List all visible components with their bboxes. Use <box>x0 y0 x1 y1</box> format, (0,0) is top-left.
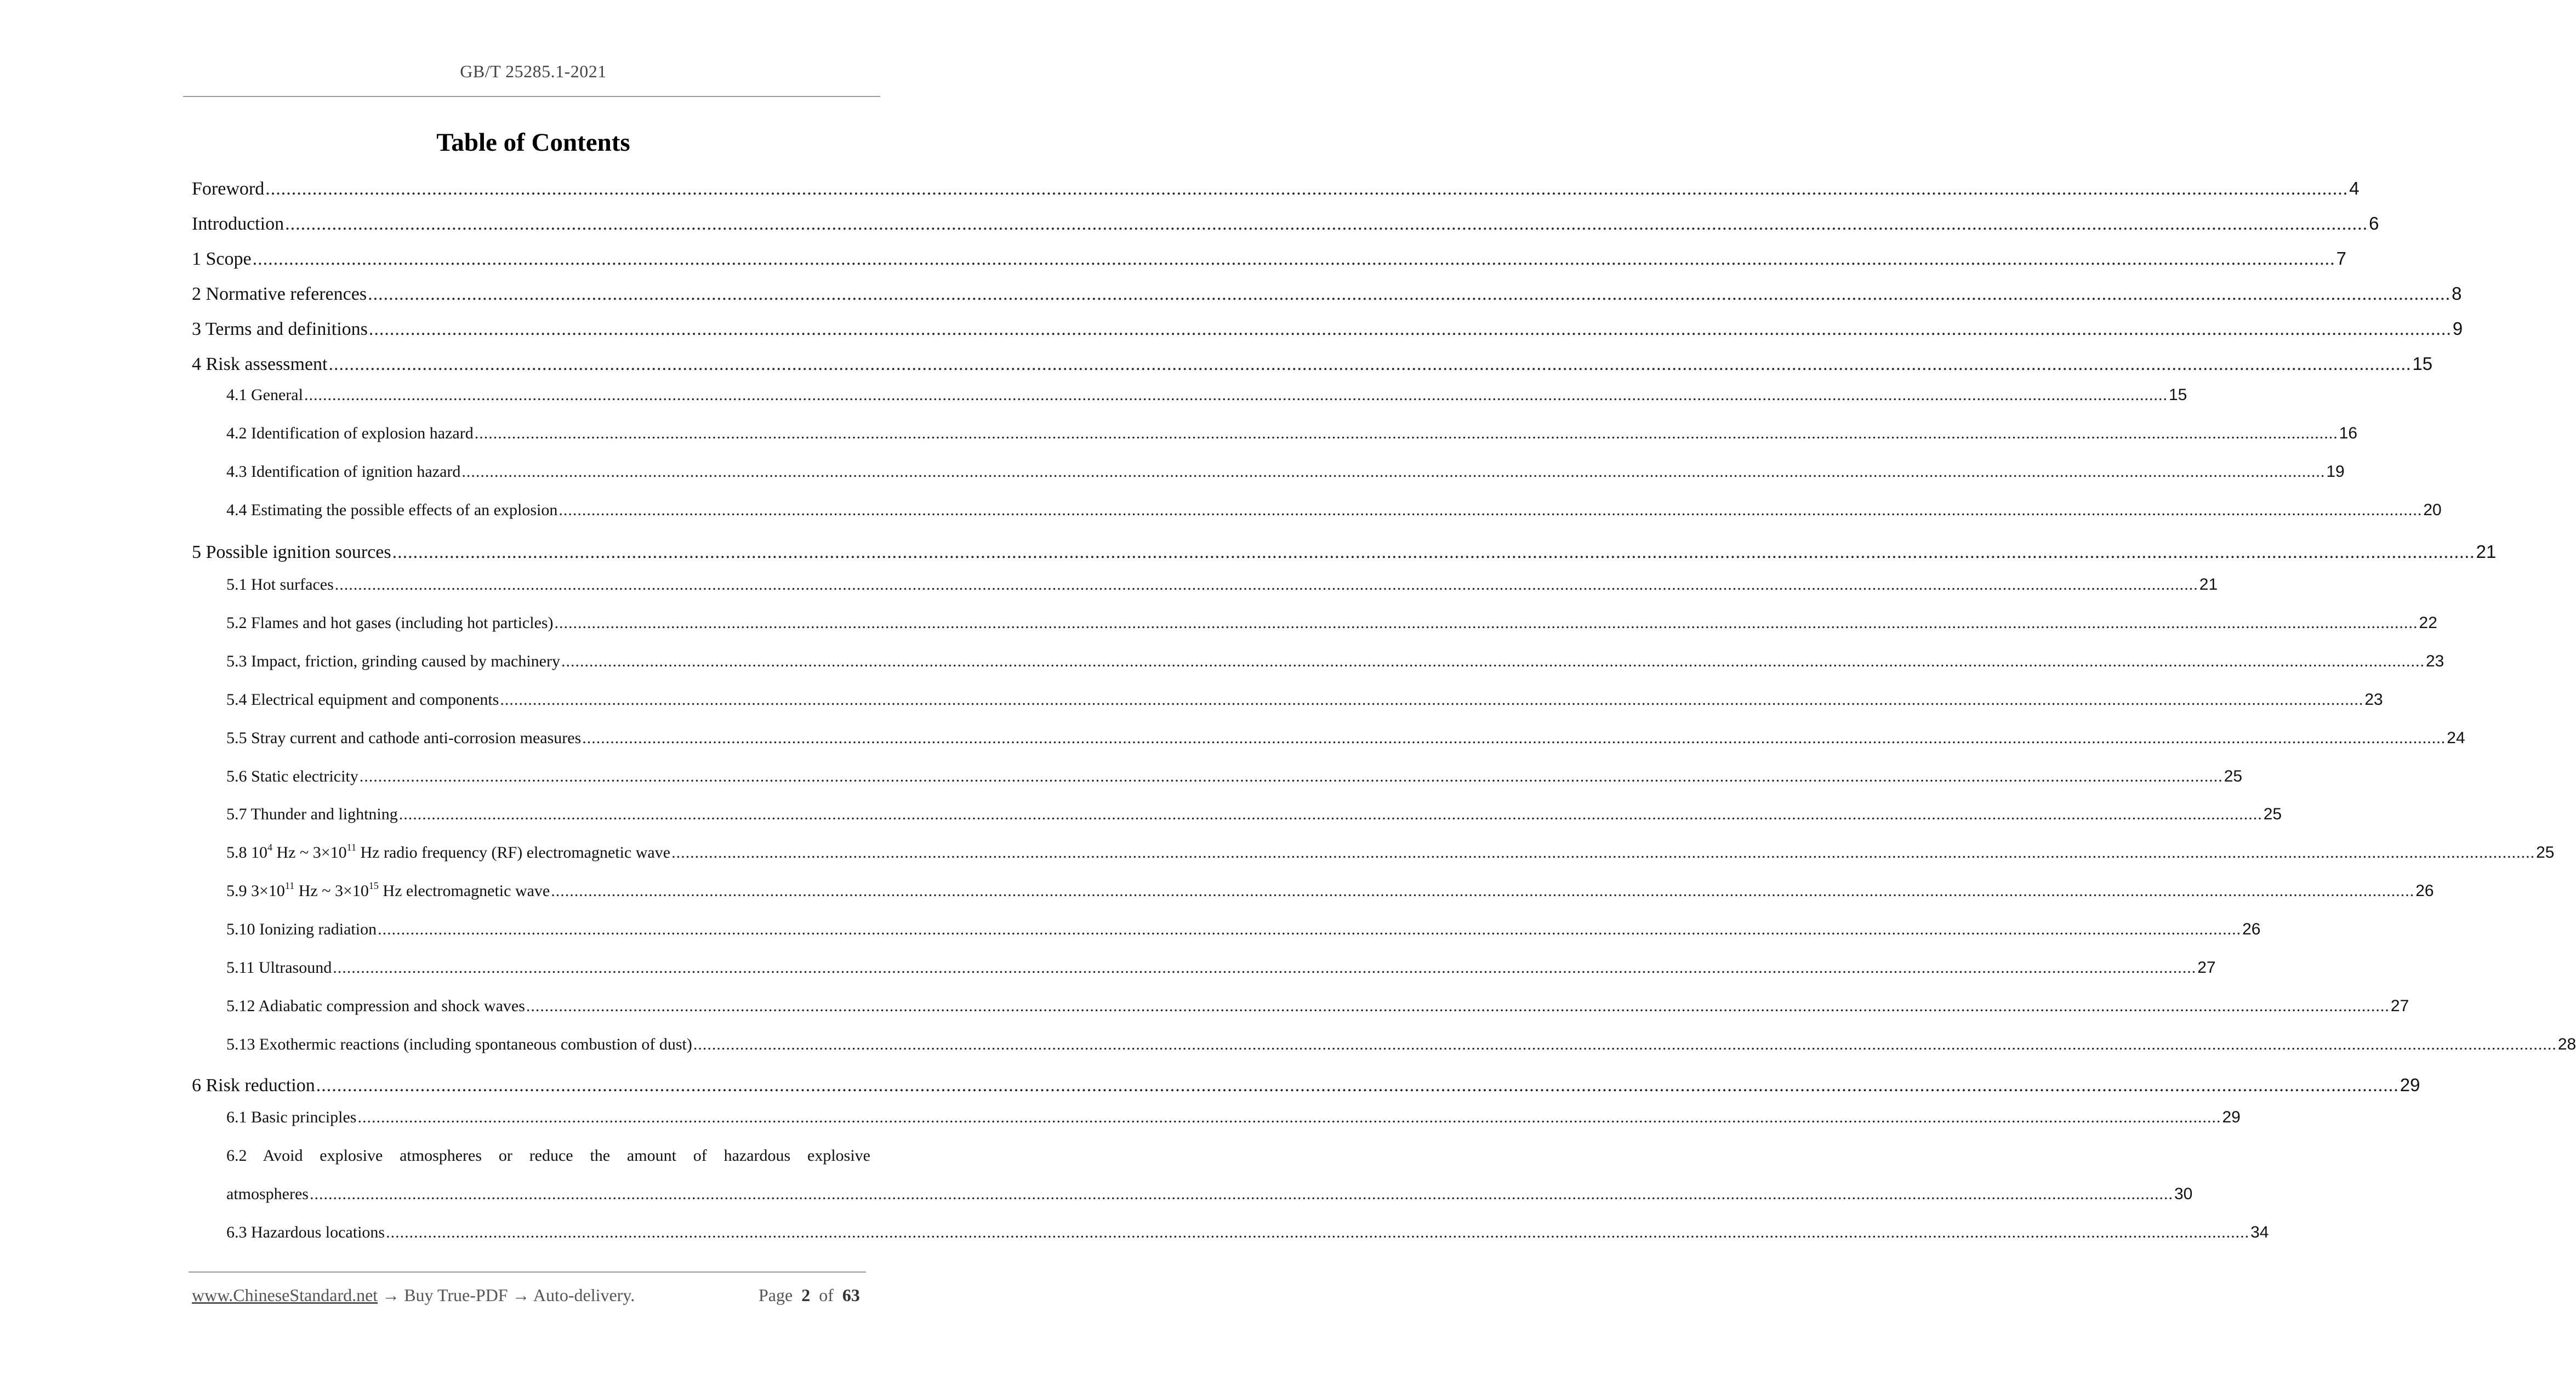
toc-entry-label: 4 Risk assessment <box>192 354 328 374</box>
site-link[interactable]: www.ChineseStandard.net <box>192 1285 378 1305</box>
toc-entry-6-2[interactable] <box>226 1185 2193 1204</box>
toc-entry-terms-and-definitions[interactable] <box>192 318 2463 340</box>
dot-leader: ................................................................................................................................................................................................................................................................................................................................................................................................................ <box>368 319 2452 339</box>
dot-leader: ................................................................................................................................................................................................................................................................................................................................................................................................................ <box>304 386 2168 404</box>
superscript: 11 <box>346 842 356 853</box>
toc-entry-page: 20 <box>2423 501 2442 519</box>
toc-entry-page: 26 <box>2415 882 2434 900</box>
superscript: 11 <box>284 880 295 892</box>
toc-entry-label: 6 Risk reduction <box>192 1075 315 1096</box>
toc-entry-5-13[interactable] <box>226 1035 2576 1054</box>
toc-entry-6-3[interactable] <box>226 1223 2269 1242</box>
page-title: Table of Contents <box>436 128 630 157</box>
toc-entry-page: 4 <box>2349 178 2360 198</box>
toc-entry-label: Foreword <box>192 179 265 199</box>
toc-entry-page: 23 <box>2425 652 2444 670</box>
label-part: 5.8 10 <box>226 843 267 862</box>
toc-entry-5-5[interactable] <box>226 729 2465 748</box>
toc-entry-label: 5.12 Adiabatic compression and shock waves <box>226 997 525 1015</box>
toc-entry-label: 5.7 Thunder and lightning <box>226 805 398 823</box>
dot-leader: ................................................................................................................................................................................................................................................................................................................................................................................................................ <box>551 882 2415 900</box>
toc-entry-page: 29 <box>2222 1108 2241 1126</box>
toc-entry-label: 2 Normative references <box>192 284 367 304</box>
toc-entry-5-7[interactable] <box>226 805 2282 824</box>
toc-entry-5-2[interactable] <box>226 614 2437 632</box>
toc-entry-page: 15 <box>2412 353 2433 374</box>
superscript: 15 <box>368 880 379 892</box>
toc-entry-page: 7 <box>2336 248 2346 269</box>
toc-entry-page: 16 <box>2339 424 2358 442</box>
toc-entry-label: 5.5 Stray current and cathode anti-corrosion measures <box>226 729 582 747</box>
dot-leader: ................................................................................................................................................................................................................................................................................................................................................................................................................ <box>392 542 2475 562</box>
dot-leader: ................................................................................................................................................................................................................................................................................................................................................................................................................ <box>328 354 2412 374</box>
auto-delivery-text: Auto-delivery. <box>533 1285 635 1305</box>
toc-entry-5-3[interactable] <box>226 652 2444 671</box>
dot-leader: ................................................................................................................................................................................................................................................................................................................................................................................................................ <box>252 249 2335 269</box>
toc-entry-label: 6.1 Basic principles <box>226 1108 357 1126</box>
of-word: of <box>819 1285 834 1305</box>
arrow-right-icon: → <box>512 1285 530 1305</box>
toc-entry-page: 22 <box>2419 614 2437 632</box>
dot-leader: ................................................................................................................................................................................................................................................................................................................................................................................................................ <box>359 767 2223 785</box>
toc-entry-label: 5.10 Ionizing radiation <box>226 920 377 938</box>
toc-entry-4-1[interactable] <box>226 386 2187 404</box>
toc-entry-label: Introduction <box>192 214 284 234</box>
dot-leader: ................................................................................................................................................................................................................................................................................................................................................................................................................ <box>461 463 2326 481</box>
toc-entry-label: 6.3 Hazardous locations <box>226 1223 385 1241</box>
label-part: 5.9 3×10 <box>226 882 285 900</box>
toc-entry-5-12[interactable] <box>226 997 2409 1016</box>
toc-entry-label: 5 Possible ignition sources <box>192 542 391 562</box>
dot-leader: ................................................................................................................................................................................................................................................................................................................................................................................................................ <box>398 805 2262 823</box>
toc-entry-5-9[interactable] <box>226 880 2434 900</box>
toc-entry-page: 15 <box>2168 386 2187 404</box>
toc-entry-label: 4.2 Identification of explosion hazard <box>226 424 474 442</box>
dot-leader: ................................................................................................................................................................................................................................................................................................................................................................................................................ <box>386 1223 2250 1241</box>
toc-entry-page: 9 <box>2452 318 2463 339</box>
toc-entry-label: 5.1 Hot surfaces <box>226 575 334 594</box>
arrow-right-icon: → <box>382 1285 400 1305</box>
toc-entry-page: 8 <box>2452 283 2462 304</box>
dot-leader: ................................................................................................................................................................................................................................................................................................................................................................................................................ <box>558 501 2423 519</box>
label-part: Hz electromagnetic wave <box>378 882 550 900</box>
toc-entry-page: 26 <box>2242 920 2261 938</box>
label-part: Hz ~ 3×10 <box>294 882 369 900</box>
toc-entry-page: 25 <box>2224 767 2243 785</box>
footer-promo <box>192 1285 635 1305</box>
current-page-number: 2 <box>801 1285 811 1305</box>
toc-entry-label: 4.3 Identification of ignition hazard <box>226 463 461 481</box>
footer-rule <box>189 1271 866 1273</box>
total-page-number: 63 <box>842 1285 860 1305</box>
dot-leader: ................................................................................................................................................................................................................................................................................................................................................................................................................ <box>693 1035 2557 1053</box>
toc-entry-page: 19 <box>2326 463 2345 481</box>
toc-entry-5-6[interactable] <box>226 767 2243 786</box>
page-header: GB/T 25285.1-2021 <box>460 61 607 81</box>
toc-entry-page: 21 <box>2199 575 2218 594</box>
toc-entry-risk-reduction[interactable] <box>192 1075 2420 1096</box>
superscript: 4 <box>267 842 272 853</box>
dot-leader: ................................................................................................................................................................................................................................................................................................................................................................................................................ <box>582 729 2446 747</box>
dot-leader: ................................................................................................................................................................................................................................................................................................................................................................................................................ <box>671 843 2535 862</box>
toc-entry-page: 6 <box>2369 213 2379 233</box>
page-indicator <box>759 1285 860 1305</box>
toc-entry-5-8[interactable] <box>226 842 2555 862</box>
dot-leader: ................................................................................................................................................................................................................................................................................................................................................................................................................ <box>309 1185 2173 1203</box>
dot-leader: ................................................................................................................................................................................................................................................................................................................................................................................................................ <box>357 1108 2221 1126</box>
dot-leader: ................................................................................................................................................................................................................................................................................................................................................................................................................ <box>554 614 2418 632</box>
toc-entry-label: 5.13 Exothermic reactions (including spontaneous combustion of dust) <box>226 1035 692 1053</box>
toc-entry-4-3[interactable] <box>226 463 2345 481</box>
toc-entry-page: 25 <box>2263 805 2282 823</box>
dot-leader: ................................................................................................................................................................................................................................................................................................................................................................................................................ <box>474 424 2338 442</box>
toc-entry-label: 5.6 Static electricity <box>226 767 358 785</box>
toc-entry-5-1[interactable] <box>226 575 2218 594</box>
toc-entry-5-10[interactable] <box>226 920 2261 939</box>
toc-entry-label: 1 Scope <box>192 249 252 269</box>
toc-entry-risk-assessment[interactable] <box>192 353 2433 375</box>
toc-entry-label: 3 Terms and definitions <box>192 319 368 339</box>
toc-entry-label: 5.2 Flames and hot gases (including hot particles) <box>226 614 554 632</box>
toc-entry-label: 5.3 Impact, friction, grinding caused by machinery <box>226 652 560 670</box>
toc-entry-page: 29 <box>2400 1075 2420 1095</box>
toc-entry-page: 30 <box>2174 1185 2193 1203</box>
dot-leader: ................................................................................................................................................................................................................................................................................................................................................................................................................ <box>334 575 2198 594</box>
toc-entry-label <box>226 843 670 862</box>
toc-entry-label: 4.1 General <box>226 386 303 404</box>
dot-leader: ................................................................................................................................................................................................................................................................................................................................................................................................................ <box>333 959 2197 977</box>
toc-entry-label: atmospheres <box>226 1185 309 1203</box>
dot-leader: ................................................................................................................................................................................................................................................................................................................................................................................................................ <box>316 1075 2399 1096</box>
toc-entry-label: 4.4 Estimating the possible effects of an explosion <box>226 501 558 519</box>
label-part: Hz ~ 3×10 <box>272 843 347 862</box>
toc-entry-page: 34 <box>2250 1223 2269 1241</box>
dot-leader: ................................................................................................................................................................................................................................................................................................................................................................................................................ <box>285 214 2368 234</box>
toc-entry-6-1[interactable] <box>226 1108 2241 1127</box>
dot-leader: ................................................................................................................................................................................................................................................................................................................................................................................................................ <box>368 284 2451 304</box>
dot-leader: ................................................................................................................................................................................................................................................................................................................................................................................................................ <box>265 179 2349 199</box>
dot-leader: ................................................................................................................................................................................................................................................................................................................................................................................................................ <box>561 652 2425 670</box>
dot-leader: ................................................................................................................................................................................................................................................................................................................................................................................................................ <box>500 691 2364 709</box>
toc-entry-page: 23 <box>2364 691 2383 709</box>
toc-entry-label: 5.4 Electrical equipment and components <box>226 691 499 709</box>
toc-entry-4-2[interactable] <box>226 424 2358 443</box>
dot-leader: ................................................................................................................................................................................................................................................................................................................................................................................................................ <box>378 920 2242 938</box>
toc-entry-foreword[interactable] <box>192 178 2360 199</box>
toc-entry-page: 25 <box>2536 843 2555 862</box>
toc-entry-possible-ignition-sources[interactable] <box>192 541 2497 563</box>
toc-entry-6-2-line1[interactable]: 6.2 Avoid explosive atmospheres or reduce the amount of hazardous explosive <box>226 1147 870 1165</box>
toc-entry-normative-references[interactable] <box>192 283 2462 305</box>
dot-leader: ................................................................................................................................................................................................................................................................................................................................................................................................................ <box>526 997 2390 1015</box>
toc-entry-label <box>226 882 550 900</box>
toc-entry-page: 27 <box>2390 997 2409 1015</box>
buy-true-pdf-text: Buy True-PDF <box>404 1285 508 1305</box>
toc-entry-5-4[interactable] <box>226 691 2383 709</box>
toc-entry-5-11[interactable] <box>226 959 2216 977</box>
page-word: Page <box>759 1285 793 1305</box>
toc-entry-label: 5.11 Ultrasound <box>226 959 332 977</box>
toc-entry-page: 24 <box>2447 729 2465 747</box>
toc-entry-introduction[interactable] <box>192 213 2379 235</box>
toc-entry-page: 28 <box>2557 1035 2576 1053</box>
toc-entry-page: 27 <box>2197 959 2216 977</box>
toc-entry-4-4[interactable] <box>226 501 2442 520</box>
label-part: Hz radio frequency (RF) electromagnetic wave <box>356 843 671 862</box>
toc-entry-page: 21 <box>2476 541 2497 562</box>
toc-entry-scope[interactable] <box>192 248 2346 270</box>
